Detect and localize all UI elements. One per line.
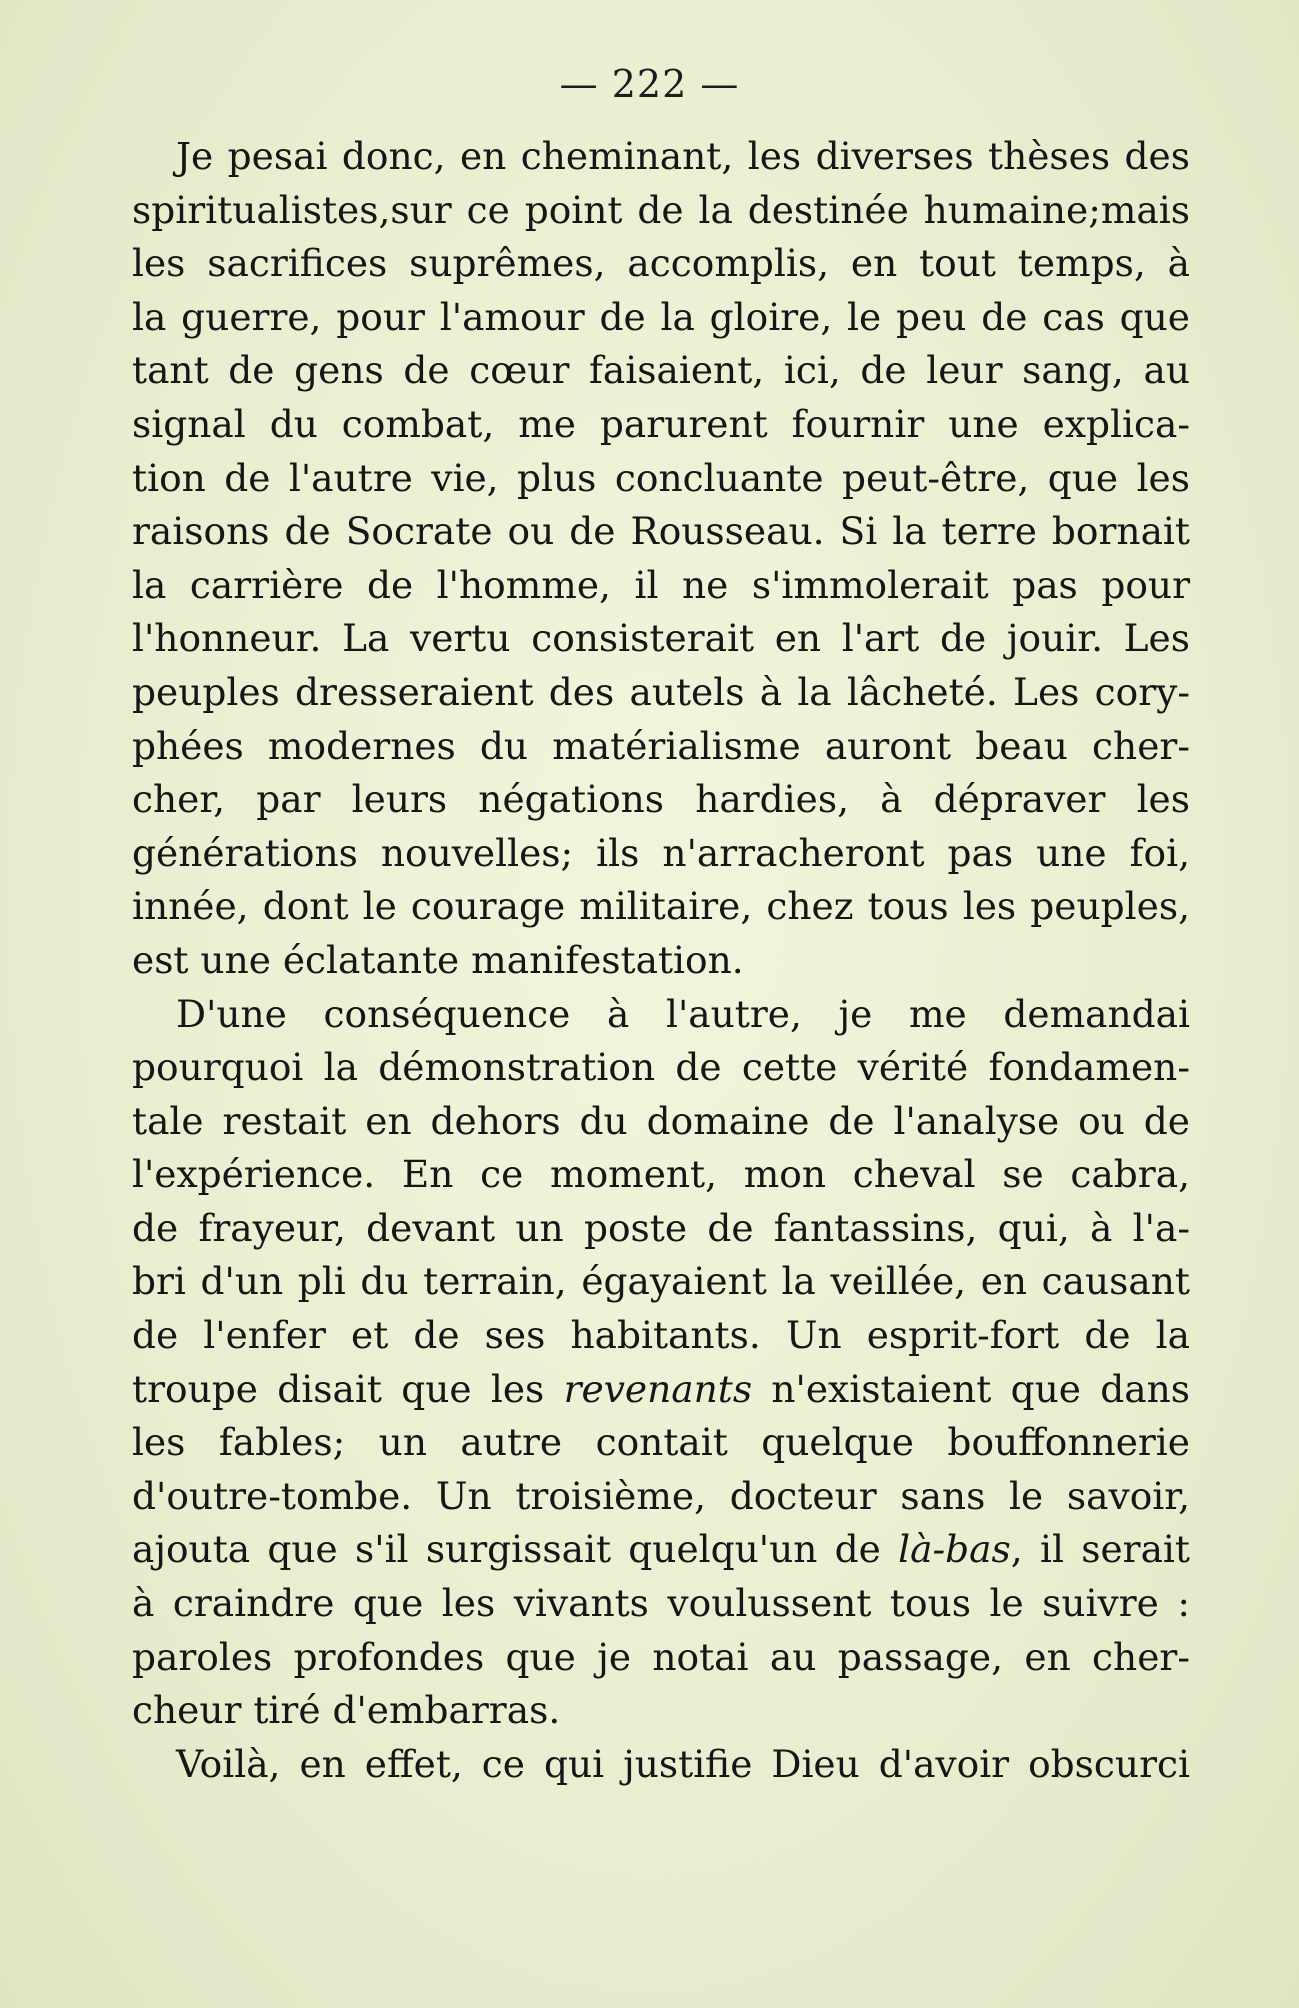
text-line: spiritualistes,sur ce point de la destinée humaine;mais [132, 187, 1190, 232]
text-line [132, 1363, 1190, 1417]
text-line: Je pesai donc, en cheminant, les diverses thèses des [176, 134, 1190, 178]
text-line: est une éclatante manifestation. [132, 937, 744, 982]
text-line: la guerre, pour l'amour de la gloire, le peu de cas que [132, 294, 1190, 339]
text-line: de l'enfer et de ses habitants. Un esprit-fort de la [132, 1313, 1190, 1358]
text-segment: , il serait [1010, 1527, 1190, 1572]
text-line: tant de gens de cœur faisaient, ici, de leur sang, au [132, 348, 1190, 393]
text-line: d'outre-tombe. Un troisième, docteur sans le savoir, [132, 1473, 1190, 1518]
text-line: l'expérience. En ce moment, mon cheval se cabra, [132, 1152, 1190, 1197]
text-line: à craindre que les vivants voulussent tous le suivre : [132, 1581, 1190, 1626]
text-segment: troupe disait que les [132, 1366, 564, 1411]
text-line: bri d'un pli du terrain, égayaient la veillée, en causant [132, 1259, 1190, 1304]
text-segment: n'existaient que dans [752, 1366, 1190, 1411]
text-line: paroles profondes que je notai au passage, en cher- [132, 1634, 1190, 1679]
text-line: Voilà, en effet, ce qui justifie Dieu d'avoir obscurci [176, 1741, 1190, 1786]
text-line: tion de l'autre vie, plus concluante peut-être, que les [132, 455, 1190, 500]
page-number: — 222 — [559, 62, 740, 106]
text-line: l'honneur. La vertu consisterait en l'art de jouir. Les [132, 616, 1190, 661]
text-line: peuples dresseraient des autels à la lâcheté. Les cory- [132, 669, 1190, 714]
text-line: la carrière de l'homme, il ne s'immolerait pas pour [132, 562, 1190, 607]
text-line [132, 1523, 1190, 1577]
text-line: les fables; un autre contait quelque bouffonnerie [132, 1420, 1190, 1465]
text-line: de frayeur, devant un poste de fantassins, qui, à l'a- [132, 1205, 1190, 1250]
text-line: phées modernes du matérialisme auront beau cher- [132, 723, 1190, 768]
italic-word: là-bas [898, 1527, 1011, 1572]
text-line: cheur tiré d'embarras. [132, 1688, 561, 1733]
text-line: générations nouvelles; ils n'arracheront pas une foi, [132, 830, 1190, 875]
text-line: cher, par leurs négations hardies, à dépraver les [132, 777, 1190, 822]
text-segment: ajouta que s'il surgissait quelqu'un de [132, 1527, 899, 1572]
body-text [132, 130, 1190, 1791]
text-line: les sacrifices suprêmes, accomplis, en tout temps, à [132, 241, 1190, 286]
text-line: D'une conséquence à l'autre, je me demandai [176, 991, 1190, 1036]
italic-word: revenants [563, 1366, 753, 1411]
text-line: signal du combat, me parurent fournir une explica- [132, 401, 1190, 446]
text-line: tale restait en dehors du domaine de l'analyse ou de [132, 1098, 1190, 1143]
text-line: pourquoi la démonstration de cette vérité fondamen- [132, 1045, 1190, 1090]
text-line: innée, dont le courage militaire, chez tous les peuples, [132, 884, 1190, 929]
text-line: raisons de Socrate ou de Rousseau. Si la terre bornait [132, 509, 1190, 554]
